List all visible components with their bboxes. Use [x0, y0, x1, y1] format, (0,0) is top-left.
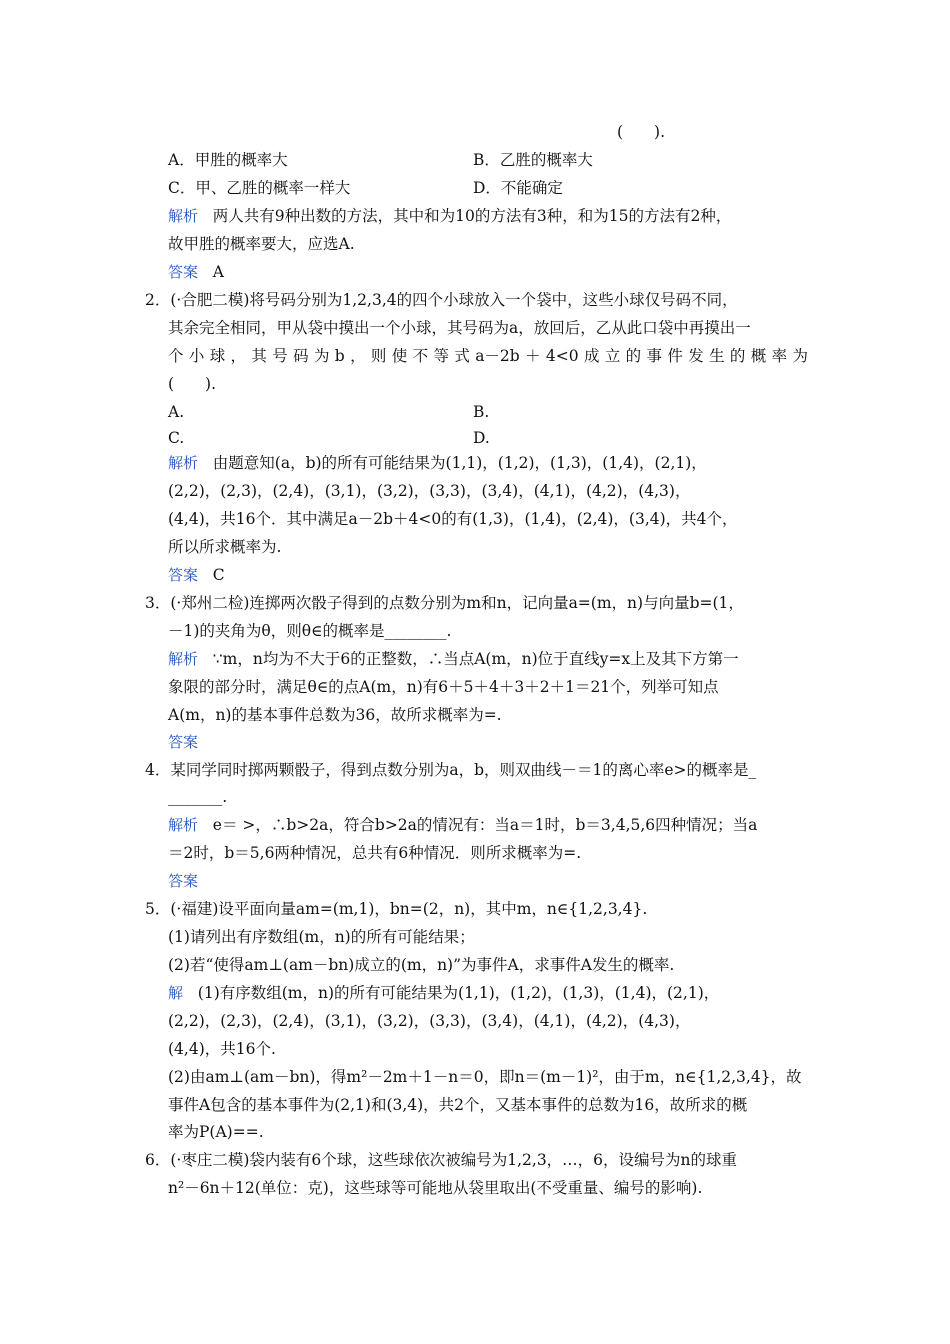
q6-stem-line-1: 6．(·枣庄二模)袋内装有6个球，这些球依次被编号为1,2,3，…，6，设编号为n的球重: [145, 1151, 738, 1169]
q2-option-a: A.: [168, 403, 185, 421]
q6-stem-line-2: n²－6n＋12(单位：克)，这些球等可能地从袋里取出(不受重量、编号的影响).: [168, 1179, 703, 1197]
q4-analysis-line-2: ＝2时，b＝5,6两种情况，总共有6种情况．则所求概率为=.: [168, 844, 582, 862]
q5-stem-line-3: (2)若“使得am⊥(am－bn)成立的(m，n)”为事件A，求事件A发生的概率.: [168, 956, 675, 974]
answer-value: C: [212, 566, 225, 584]
q1-answer: [168, 261, 224, 283]
analysis-label: 解析: [168, 207, 199, 225]
q2-analysis-line-3: (4,4)，共16个．其中满足a－2b＋4<0的有(1,3)，(1,4)，(2,4)，(3,4)，共4个，: [168, 510, 738, 528]
analysis-label: 解析: [168, 454, 199, 472]
q5-solution-line-1: 解 (1)有序数组(m，n)的所有可能结果为(1,1)，(1,2)，(1,3)，(1,4)，(2,1)，: [168, 984, 720, 1002]
q3-analysis-line-1: 解析 ∵m，n均为不大于6的正整数，∴当点A(m，n)位于直线y=x上及其下方第一: [168, 650, 739, 668]
q2-option-b: B.: [473, 403, 490, 421]
q3-answer: [168, 731, 198, 753]
solution-label: 解: [168, 984, 184, 1002]
q5-solution-line-3: (4,4)，共16个.: [168, 1040, 276, 1058]
q2-analysis-line-1: 解析 由题意知(a，b)的所有可能结果为(1,1)，(1,2)，(1,3)，(1,4)，(2,1)，: [168, 454, 707, 472]
analysis-label: 解析: [168, 650, 199, 668]
q4-analysis-line-1: 解析 e＝ >，∴b>2a，符合b>2a的情况有：当a＝1时，b＝3,4,5,6四种情况；当a: [168, 816, 758, 834]
q1-analysis-line-2: 故甲胜的概率要大，应选A.: [168, 235, 355, 253]
answer-label: 答案: [168, 872, 199, 890]
q5-stem-line-2: (1)请列出有序数组(m，n)的所有可能结果；: [168, 928, 475, 946]
answer-label: 答案: [168, 566, 199, 584]
q2-option-d: D.: [473, 429, 490, 447]
q2-option-c: C.: [168, 429, 185, 447]
q3-analysis-line-3: A(m，n)的基本事件总数为36，故所求概率为=.: [168, 706, 502, 724]
q2-stem-line-4: ( ).: [168, 375, 217, 393]
answer-label: 答案: [168, 733, 199, 751]
q5-solution-line-5: 事件A包含的基本事件为(2,1)和(3,4)，共2个，又基本事件的总数为16，故所求的概: [168, 1096, 748, 1114]
q1-option-d: D．不能确定: [473, 179, 563, 197]
q3-stem-line-1: 3．(·郑州二检)连掷两次骰子得到的点数分别为m和n，记向量a=(m，n)与向量b=(1，: [145, 594, 744, 612]
q2-analysis-line-2: (2,2)，(2,3)，(2,4)，(3,1)，(3,2)，(3,3)，(3,4)，(4,1)，(4,2)，(4,3)，: [168, 482, 691, 500]
q5-stem-line-1: 5．(·福建)设平面向量am=(m,1)，bn=(2，n)，其中m，n∈{1,2,3,4}.: [145, 900, 648, 918]
q1-option-b: B．乙胜的概率大: [473, 151, 593, 169]
q5-solution-line-6: 率为P(A)==.: [168, 1123, 264, 1141]
q2-answer: [168, 564, 225, 586]
q4-answer: [168, 870, 198, 892]
q2-stem-line-2: 其余完全相同，甲从袋中摸出一个小球，其号码为a，放回后，乙从此口袋中再摸出一: [168, 319, 751, 337]
answer-label: 答案: [168, 263, 199, 281]
q2-analysis-line-4: 所以所求概率为.: [168, 538, 282, 556]
q3-analysis-line-2: 象限的部分时，满足θ∈的点A(m，n)有6＋5＋4＋3＋2＋1＝21个，列举可知点: [168, 678, 719, 696]
q1-analysis-line-1: 解析 两人共有9种出数的方法，其中和为10的方法有3种，和为15的方法有2种，: [168, 207, 732, 225]
analysis-label: 解析: [168, 816, 199, 834]
q3-stem-line-2: －1)的夹角为θ，则θ∈的概率是________.: [168, 622, 452, 640]
q2-stem-line-1: 2．(·合肥二模)将号码分别为1,2,3,4的四个小球放入一个袋中，这些小球仅号码不同，: [145, 291, 738, 309]
q4-stem-line-1: 4．某同学同时掷两颗骰子，得到点数分别为a，b，则双曲线－＝1的离心率e>的概率是_: [145, 761, 757, 779]
q5-solution-line-4: (2)由am⊥(am－bn)，得m²－2m＋1－n＝0，即n＝(m－1)²，由于m，n∈{1,2,3,4}，故: [168, 1068, 802, 1086]
q5-solution-line-2: (2,2)，(2,3)，(2,4)，(3,1)，(3,2)，(3,3)，(3,4)，(4,1)，(4,2)，(4,3)，: [168, 1012, 691, 1030]
q4-stem-line-2: _______.: [168, 788, 228, 806]
q2-stem-line-3: 个小球，其号码为b，则使不等式a－2b＋4<0成立的事件发生的概率为: [168, 347, 808, 365]
q1-option-c: C．甲、乙胜的概率一样大: [168, 179, 351, 197]
q1-paren: ( ).: [617, 123, 666, 141]
answer-value: A: [212, 263, 224, 281]
q1-option-a: A．甲胜的概率大: [168, 151, 288, 169]
